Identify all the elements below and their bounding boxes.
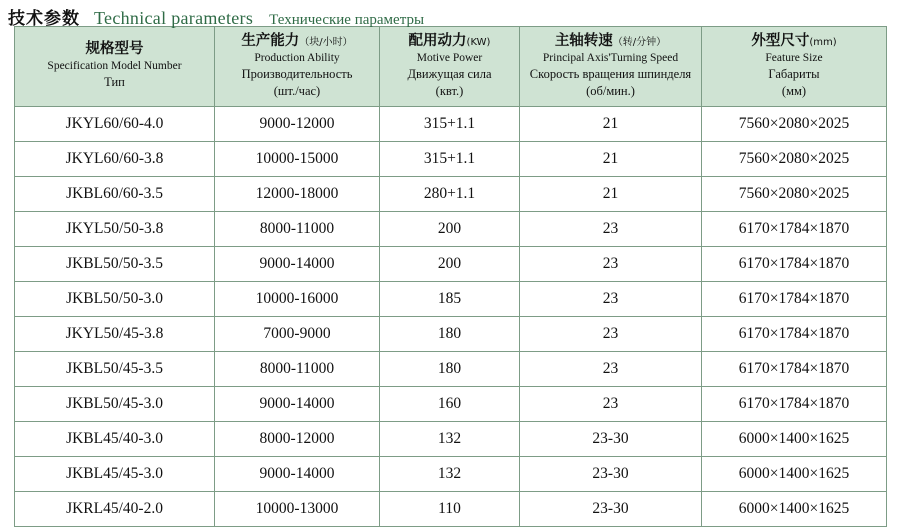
header-en-1: Production Ability (254, 52, 340, 65)
table-cell: 9000-14000 (215, 457, 380, 492)
table-cell: 315+1.1 (380, 142, 520, 177)
table-body (15, 107, 887, 527)
table-cell: 23 (520, 247, 702, 282)
table-row (15, 422, 887, 457)
table-cell: JKRL45/40-2.0 (15, 492, 215, 527)
table-row (15, 247, 887, 282)
header-ru-unit-3: (об/мин.) (586, 83, 635, 98)
column-header-production-ability (215, 27, 380, 107)
table-cell: 8000-11000 (215, 212, 380, 247)
table-cell: 23-30 (520, 422, 702, 457)
table-cell: 110 (380, 492, 520, 527)
header-row (15, 27, 887, 107)
table-cell: 23 (520, 212, 702, 247)
table-row (15, 212, 887, 247)
table-cell: JKBL50/50-3.5 (15, 247, 215, 282)
spec-table-container (0, 26, 900, 527)
page-title (0, 0, 900, 29)
page-title-chinese: 技术参数 (8, 9, 80, 29)
header-ru-0: Тип (104, 75, 125, 90)
table-cell: 132 (380, 457, 520, 492)
table-cell: 21 (520, 177, 702, 212)
page-title-russian: Технические параметры (269, 12, 425, 28)
table-cell: 6000×1400×1625 (702, 422, 887, 457)
header-ru-3: Скорость вращения шпинделя (529, 67, 692, 82)
table-cell: 23 (520, 387, 702, 422)
table-cell: JKYL60/60-4.0 (15, 107, 215, 142)
header-cn-unit-2: (KW) (466, 37, 491, 48)
table-cell: 315+1.1 (380, 107, 520, 142)
technical-parameters-table (14, 26, 887, 527)
table-row (15, 142, 887, 177)
table-cell: 132 (380, 422, 520, 457)
header-ru-unit-1: (шт./час) (273, 83, 321, 98)
table-cell: JKBL50/50-3.0 (15, 282, 215, 317)
table-cell: 8000-12000 (215, 422, 380, 457)
table-cell: JKYL60/60-3.8 (15, 142, 215, 177)
table-cell: 160 (380, 387, 520, 422)
table-cell: 200 (380, 212, 520, 247)
table-header (15, 27, 887, 107)
table-cell: 6170×1784×1870 (702, 387, 887, 422)
table-cell: 185 (380, 282, 520, 317)
table-cell: JKBL45/40-3.0 (15, 422, 215, 457)
table-cell: 280+1.1 (380, 177, 520, 212)
table-cell: 9000-14000 (215, 387, 380, 422)
header-cn-unit-4: (mm) (809, 37, 837, 48)
header-cn-0: 规格型号 (85, 41, 144, 58)
header-cn-2: 配用动力(KW) (408, 33, 491, 49)
table-cell: 9000-14000 (215, 247, 380, 282)
table-cell: 7560×2080×2025 (702, 142, 887, 177)
header-cn-1: 生产能力（块/小时） (241, 33, 353, 49)
table-cell: JKYL50/50-3.8 (15, 212, 215, 247)
header-ru-unit-2: (квт.) (435, 83, 464, 98)
table-cell: 9000-12000 (215, 107, 380, 142)
table-cell: 12000-18000 (215, 177, 380, 212)
table-cell: JKBL50/45-3.5 (15, 352, 215, 387)
table-cell: 21 (520, 142, 702, 177)
table-cell: 6170×1784×1870 (702, 352, 887, 387)
table-cell: 6170×1784×1870 (702, 247, 887, 282)
table-cell: 6000×1400×1625 (702, 492, 887, 527)
table-cell: 6170×1784×1870 (702, 282, 887, 317)
table-cell: JKBL45/45-3.0 (15, 457, 215, 492)
table-cell: 21 (520, 107, 702, 142)
table-cell: 6170×1784×1870 (702, 212, 887, 247)
header-cn-3: 主轴转速（转/分钟） (554, 33, 667, 49)
table-row (15, 177, 887, 212)
page-title-english: Technical parameters (94, 8, 254, 28)
table-cell: 180 (380, 352, 520, 387)
header-ru-2: Движущая сила (407, 67, 492, 82)
table-cell: 10000-16000 (215, 282, 380, 317)
column-header-specification-model (15, 27, 215, 107)
table-row (15, 282, 887, 317)
table-cell: 10000-13000 (215, 492, 380, 527)
header-cn-unit-3: （转/分钟） (612, 37, 667, 48)
header-en-0: Specification Model Number (47, 60, 182, 73)
table-row (15, 457, 887, 492)
table-cell: 6170×1784×1870 (702, 317, 887, 352)
header-ru-1: Производительность (241, 67, 353, 82)
table-cell: 200 (380, 247, 520, 282)
header-en-4: Feature Size (765, 52, 823, 65)
header-en-2: Motive Power (416, 52, 483, 65)
table-cell: 7000-9000 (215, 317, 380, 352)
header-cn-unit-1: （块/小时） (299, 37, 353, 48)
table-cell: 23 (520, 352, 702, 387)
column-header-feature-size (702, 27, 887, 107)
table-row (15, 387, 887, 422)
table-row (15, 352, 887, 387)
table-cell: JKYL50/45-3.8 (15, 317, 215, 352)
table-cell: JKBL50/45-3.0 (15, 387, 215, 422)
table-row (15, 317, 887, 352)
table-cell: 10000-15000 (215, 142, 380, 177)
table-cell: 23 (520, 282, 702, 317)
table-cell: 23-30 (520, 492, 702, 527)
table-cell: 6000×1400×1625 (702, 457, 887, 492)
table-row (15, 107, 887, 142)
table-cell: 23-30 (520, 457, 702, 492)
table-cell: 7560×2080×2025 (702, 107, 887, 142)
column-header-motive-power (380, 27, 520, 107)
header-ru-unit-4: (мм) (781, 83, 807, 98)
table-cell: JKBL60/60-3.5 (15, 177, 215, 212)
table-cell: 23 (520, 317, 702, 352)
table-cell: 180 (380, 317, 520, 352)
table-row (15, 492, 887, 527)
header-ru-4: Габариты (768, 67, 820, 82)
header-cn-4: 外型尺寸(mm) (751, 33, 837, 49)
table-cell: 7560×2080×2025 (702, 177, 887, 212)
column-header-principal-axis-turning-speed (520, 27, 702, 107)
table-cell: 8000-11000 (215, 352, 380, 387)
header-en-3: Principal Axis'Turning Speed (542, 52, 679, 65)
